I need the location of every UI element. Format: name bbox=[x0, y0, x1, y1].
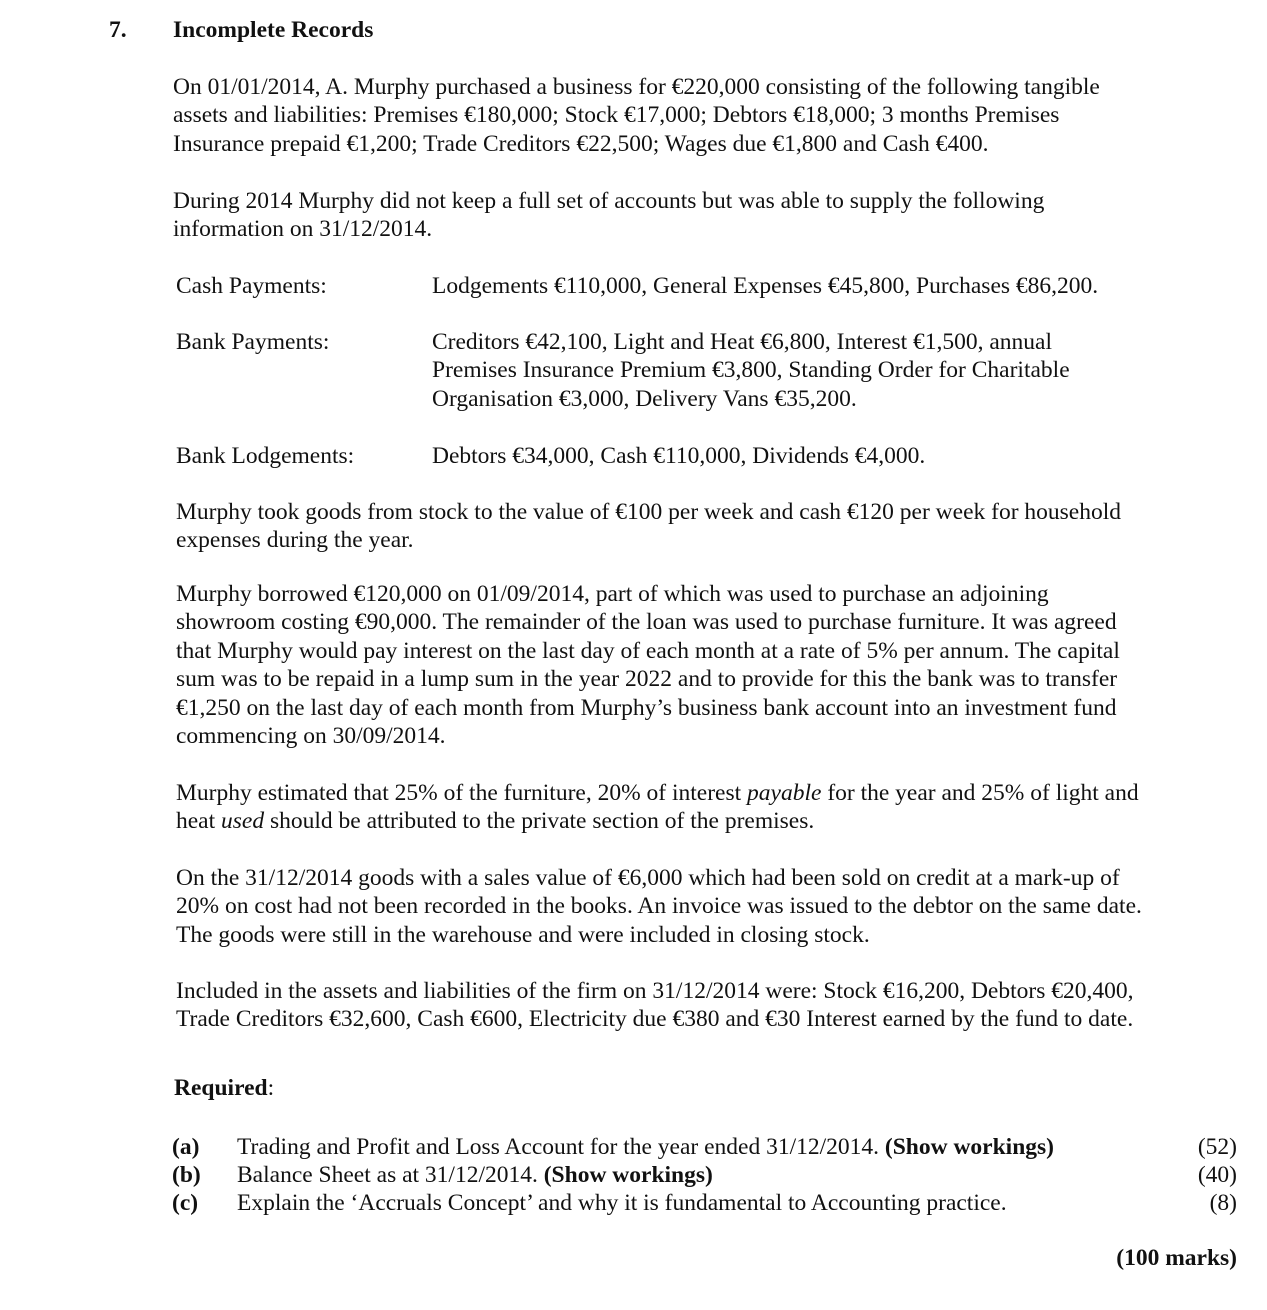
bank-payments-label: Bank Payments: bbox=[176, 329, 330, 355]
intro-line: assets and liabilities: Premises €180,000; Stock €17,000; Debtors €18,000; 3 months Premises bbox=[173, 102, 1060, 129]
total-marks: (100 marks) bbox=[1116, 1245, 1237, 1271]
required-item-letter: (a) bbox=[172, 1134, 200, 1160]
loan-line: €1,250 on the last day of each month from Murphy’s business bank account into an investment fund bbox=[176, 694, 1117, 721]
during-paragraph bbox=[173, 187, 1213, 244]
during-line: information on 31/12/2014. bbox=[173, 216, 433, 243]
private-line: heat used should be attributed to the private section of the premises. bbox=[176, 808, 815, 835]
bank-payments-line: Creditors €42,100, Light and Heat €6,800, Interest €1,500, annual bbox=[432, 329, 1053, 355]
required-item-marks: (40) bbox=[1197, 1162, 1237, 1188]
loan-line: that Murphy would pay interest on the last day of each month at a rate of 5% per annum. The capital bbox=[176, 637, 1120, 664]
required-item-text: Balance Sheet as at 31/12/2014. (Show workings) bbox=[237, 1162, 713, 1188]
drawings-paragraph bbox=[176, 498, 1216, 555]
unrecorded-sale-line: The goods were still in the warehouse and were included in closing stock. bbox=[176, 921, 870, 948]
closing-line: Trade Creditors €32,600, Cash €600, Electricity due €380 and €30 Interest earned by the fund to date. bbox=[176, 1006, 1134, 1033]
intro-line: Insurance prepaid €1,200; Trade Creditors €22,500; Wages due €1,800 and Cash €400. bbox=[173, 130, 989, 157]
intro-paragraph bbox=[173, 73, 1213, 158]
unrecorded-sale-paragraph bbox=[176, 864, 1216, 949]
loan-line: sum was to be repaid in a lump sum in the year 2022 and to provide for this the bank was to transfer bbox=[176, 666, 1118, 693]
required-item-text: Explain the ‘Accruals Concept’ and why it is fundamental to Accounting practice. bbox=[237, 1190, 1007, 1216]
drawings-line: expenses during the year. bbox=[176, 527, 414, 554]
loan-line: commencing on 30/09/2014. bbox=[176, 723, 446, 750]
loan-line: showroom costing €90,000. The remainder of the loan was used to purchase furniture. It was agreed bbox=[176, 609, 1117, 636]
loan-paragraph bbox=[176, 580, 1216, 750]
unrecorded-sale-line: On the 31/12/2014 goods with a sales value of €6,000 which had been sold on credit at a mark-up of bbox=[176, 865, 1120, 891]
required-item-letter: (c) bbox=[172, 1190, 199, 1216]
unrecorded-sale-line: 20% on cost had not been recorded in the books. An invoice was issued to the debtor on the same date. bbox=[176, 893, 1142, 920]
closing-line: Included in the assets and liabilities of the firm on 31/12/2014 were: Stock €16,200, Debtors €20,400, bbox=[176, 978, 1134, 1004]
loan-line: Murphy borrowed €120,000 on 01/09/2014, part of which was used to purchase an adjoining bbox=[176, 581, 1049, 607]
question-number: 7. bbox=[109, 17, 127, 43]
bank-payments-line: Organisation €3,000, Delivery Vans €35,200. bbox=[432, 385, 857, 412]
required-item-letter: (b) bbox=[172, 1162, 201, 1188]
required-item-text: Trading and Profit and Loss Account for the year ended 31/12/2014. (Show workings) bbox=[237, 1134, 1054, 1160]
cash-payments-text: Lodgements €110,000, General Expenses €45,800, Purchases €86,200. bbox=[432, 273, 1099, 299]
question-title: Incomplete Records bbox=[173, 17, 374, 43]
closing-balances-paragraph bbox=[176, 977, 1216, 1034]
private-line: Murphy estimated that 25% of the furniture, 20% of interest payable for the year and 25% of light and bbox=[176, 780, 1139, 806]
bank-payments-line: Premises Insurance Premium €3,800, Standing Order for Charitable bbox=[432, 357, 1070, 384]
during-line: During 2014 Murphy did not keep a full set of accounts but was able to supply the following bbox=[173, 188, 1045, 214]
drawings-line: Murphy took goods from stock to the value of €100 per week and cash €120 per week for household bbox=[176, 499, 1122, 525]
bank-lodgements-text: Debtors €34,000, Cash €110,000, Dividends €4,000. bbox=[432, 443, 926, 469]
private-paragraph bbox=[176, 779, 1216, 836]
intro-line: On 01/01/2014, A. Murphy purchased a business for €220,000 consisting of the following tangible bbox=[173, 74, 1100, 100]
cash-payments-label: Cash Payments: bbox=[176, 273, 327, 299]
bank-lodgements-label: Bank Lodgements: bbox=[176, 443, 355, 469]
required-heading: Required: bbox=[174, 1075, 275, 1101]
required-item-marks: (52) bbox=[1197, 1134, 1237, 1160]
required-item-marks: (8) bbox=[1209, 1190, 1237, 1216]
bank-payments-text bbox=[432, 328, 1152, 413]
